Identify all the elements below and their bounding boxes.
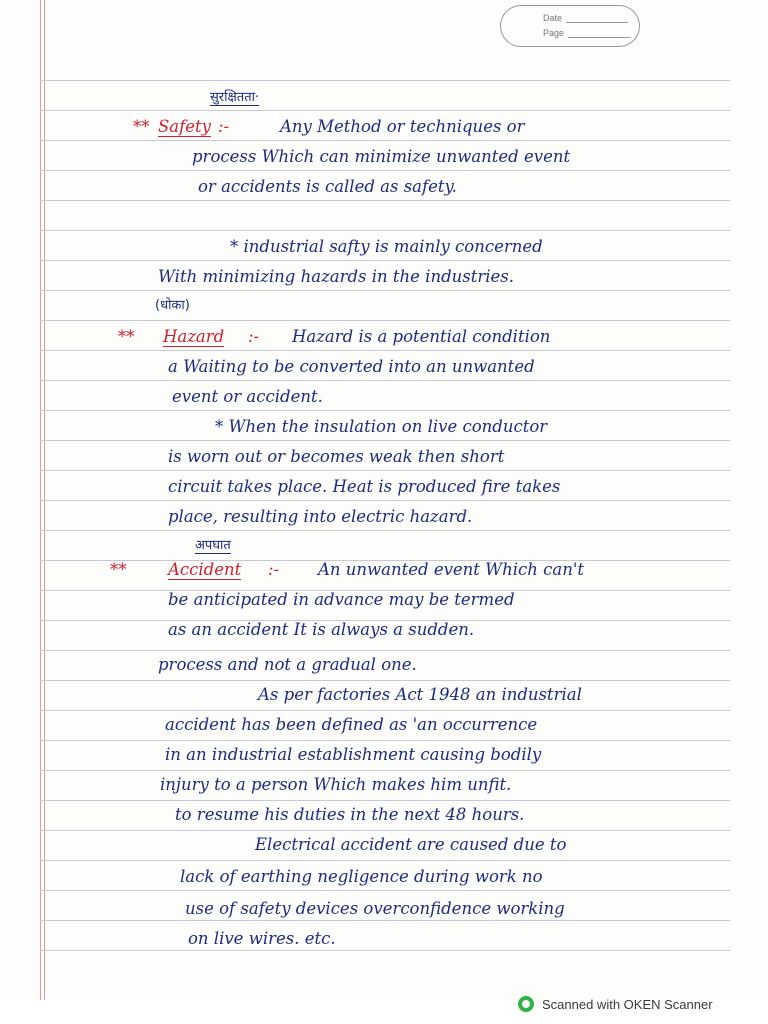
hazard-stars: **	[118, 327, 135, 346]
hazard-hindi-line	[0, 295, 768, 325]
accident-text: Electrical accident are caused due to	[255, 835, 567, 854]
accident-line-3	[0, 615, 768, 645]
accident-text: be anticipated in advance may be termed	[168, 590, 515, 609]
title-hindi: सुरक्षितता·	[210, 87, 259, 106]
industrial-line-2	[0, 262, 768, 292]
hazard-line-5	[0, 442, 768, 472]
safety-term: Safety	[158, 117, 211, 136]
accident-text: on live wires. etc.	[188, 929, 336, 948]
safety-line-3	[0, 172, 768, 202]
hazard-term: Hazard	[163, 327, 225, 346]
accident-text: accident has been defined as 'an occurrence	[165, 715, 538, 734]
safety-text: Any Method or techniques or	[280, 117, 525, 136]
accident-text: injury to a person Which makes him unfit.	[160, 775, 512, 794]
safety-stars: **	[133, 117, 150, 136]
industrial-text: With minimizing hazards in the industries.	[158, 267, 515, 286]
hazard-text: place, resulting into electric hazard.	[168, 507, 473, 526]
hazard-separator: :-	[248, 327, 260, 346]
title-line	[0, 82, 768, 112]
accident-line-9	[0, 800, 768, 830]
accident-text: process and not a gradual one.	[158, 655, 417, 674]
date-label: Date	[543, 13, 563, 23]
accident-line-1	[0, 555, 768, 585]
hazard-line-6	[0, 472, 768, 502]
accident-line-5	[0, 680, 768, 710]
accident-line-12	[0, 894, 768, 924]
accident-text: to resume his duties in the next 48 hours.	[175, 805, 525, 824]
hazard-text: is worn out or becomes weak then short	[168, 447, 505, 466]
accident-line-13	[0, 924, 768, 954]
accident-line-8	[0, 770, 768, 800]
accident-line-11	[0, 862, 768, 892]
hazard-text: event or accident.	[172, 387, 323, 406]
safety-line-1	[0, 112, 768, 142]
hazard-text: a Waiting to be converted into an unwanted	[168, 357, 535, 376]
date-page-box	[500, 5, 640, 47]
accident-line-2	[0, 585, 768, 615]
accident-stars: **	[110, 560, 127, 579]
hazard-line-7	[0, 502, 768, 532]
accident-line-7	[0, 740, 768, 770]
accident-text: As per factories Act 1948 an industrial	[258, 685, 582, 704]
scanner-text: Scanned with OKEN Scanner	[542, 996, 713, 1012]
hazard-line-2	[0, 352, 768, 382]
hazard-line-4	[0, 412, 768, 442]
hazard-line-1	[0, 322, 768, 352]
industrial-text: * industrial safty is mainly concerned	[230, 237, 543, 256]
accident-separator: :-	[268, 560, 280, 579]
oken-scanner-logo-icon	[518, 996, 534, 1012]
hazard-text: * When the insulation on live conductor	[215, 417, 548, 436]
industrial-line-1	[0, 232, 768, 262]
accident-text: as an accident It is always a sudden.	[168, 620, 475, 639]
accident-term: Accident	[168, 560, 242, 579]
accident-text: An unwanted event Which can't	[318, 560, 585, 579]
scanner-watermark	[518, 993, 713, 1015]
hazard-hindi: (धोका)	[155, 298, 190, 313]
hazard-text: Hazard is a potential condition	[292, 327, 551, 346]
page-row	[543, 28, 630, 38]
accident-text: lack of earthing negligence during work no	[180, 867, 543, 886]
safety-text: process Which can minimize unwanted event	[192, 147, 571, 166]
accident-text: use of safety devices overconfidence working	[185, 899, 565, 918]
accident-hindi: अपघात	[195, 535, 231, 554]
accident-line-10	[0, 830, 768, 860]
accident-text: in an industrial establishment causing bodily	[165, 745, 542, 764]
safety-text: or accidents is called as safety.	[198, 177, 457, 196]
accident-line-6	[0, 710, 768, 740]
hazard-text: circuit takes place. Heat is produced fire takes	[168, 477, 561, 496]
accident-line-4	[0, 650, 768, 680]
page-label: Page	[543, 28, 565, 38]
date-row	[543, 13, 628, 23]
hazard-line-3	[0, 382, 768, 412]
safety-line-2	[0, 142, 768, 172]
safety-separator: :-	[218, 117, 230, 136]
